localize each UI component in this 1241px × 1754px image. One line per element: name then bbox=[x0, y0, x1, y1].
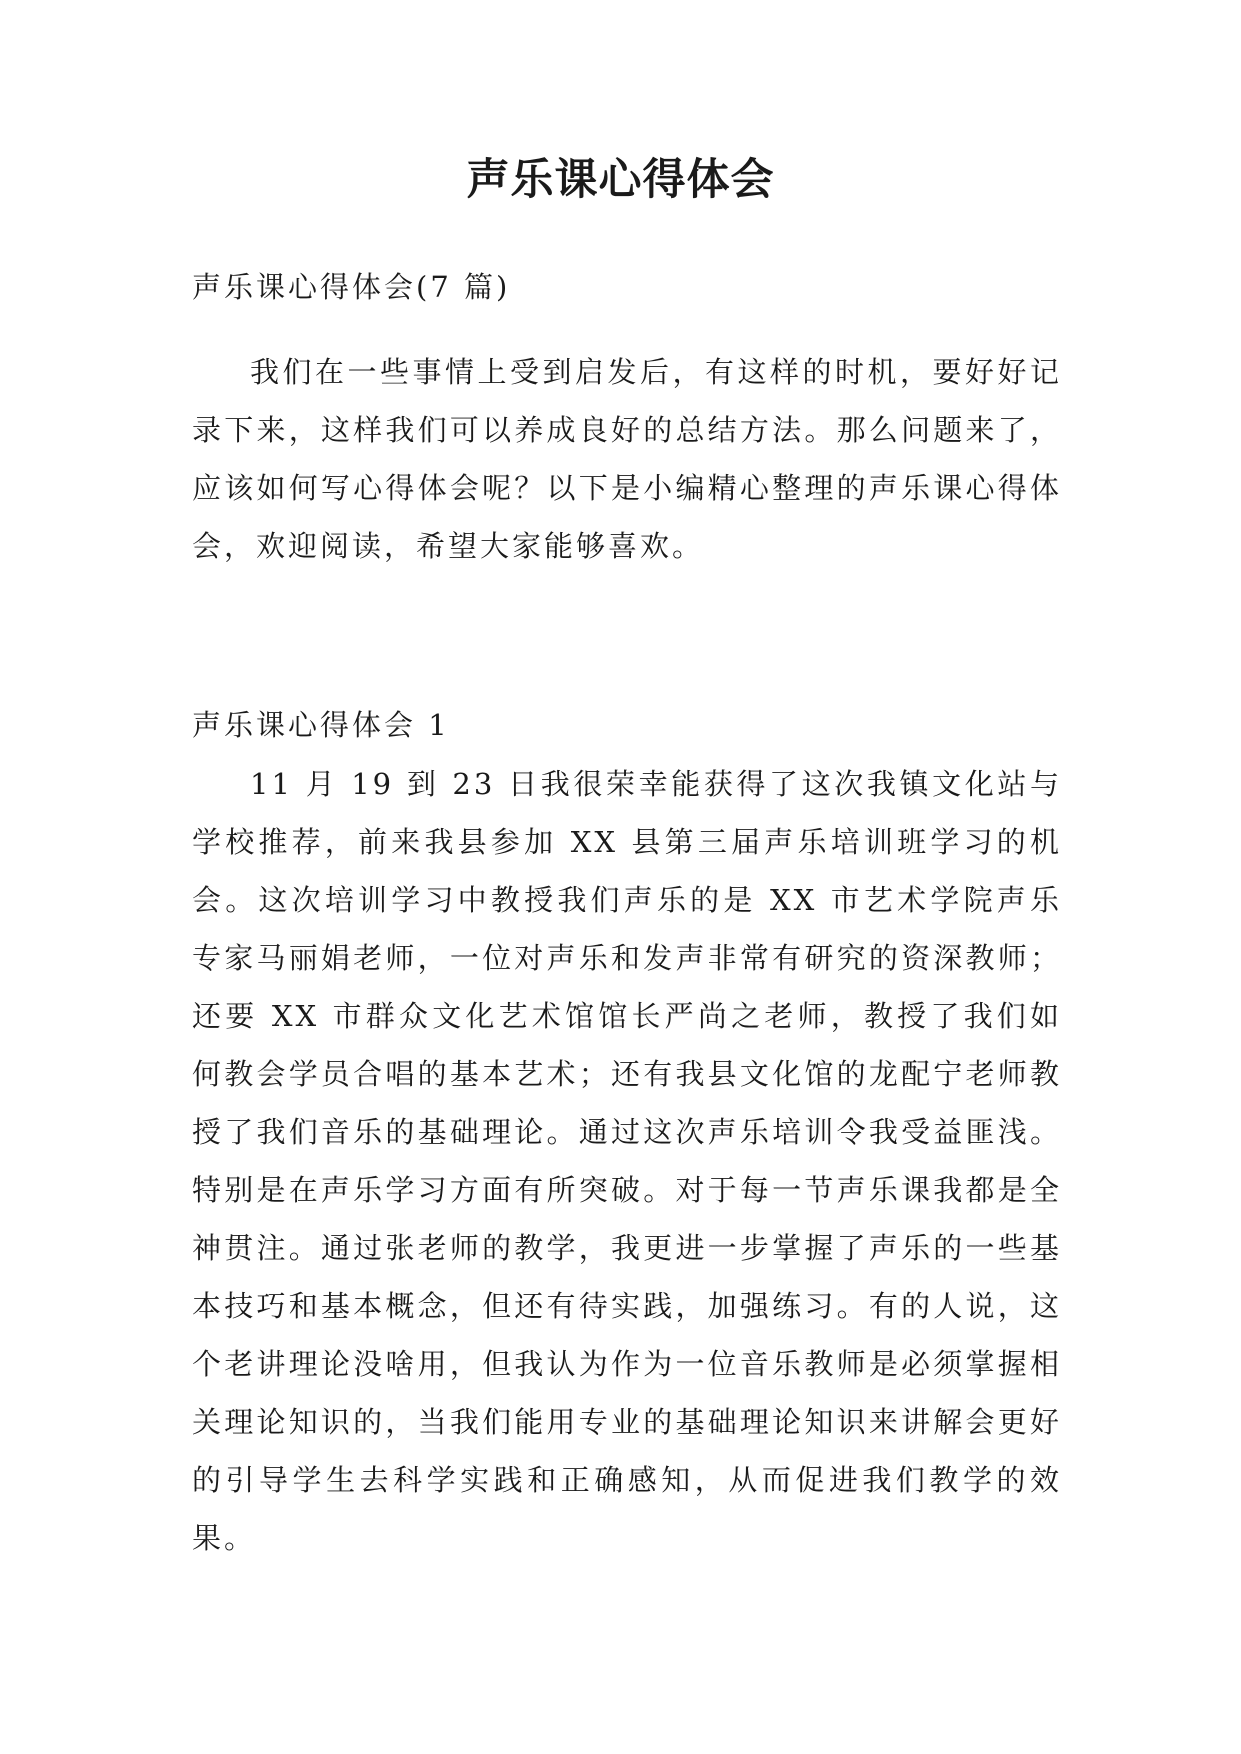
document-title: 声乐课心得体会 bbox=[466, 155, 775, 205]
section-paragraph: 11 月 19 到 23 日我很荣幸能获得了这次我镇文化站与学校推荐，前来我县参加 XX 县第三届声乐培训班学习的机会。这次培训学习中教授我们声乐的是 XX 市艺术学院声乐专家马丽娟老师，一位对声乐和发声非常有研究的资深教师；还要 XX 市群众文化艺术馆馆长严尚之老师，教授了我们如何教会学员合唱的基本艺术；还有我县文化馆的龙配宁老师教授了我们音乐的基础理论。通过这次声乐培训令我受益匪浅。特别是在声乐学习方面有所突破。对于每一节声乐课我都是全神贯注。通过张老师的教学，我更进一步掌握了声乐的一些基本技巧和基本概念，但还有待实践，加强练习。有的人说，这个老讲理论没啥用，但我认为作为一位音乐教师是必须掌握相关理论知识的，当我们能用专业的基础理论知识来讲解会更好的引导学生去科学实践和正确感知，从而促进我们教学的效果。 bbox=[192, 767, 1062, 1555]
section-heading-block bbox=[192, 696, 1062, 754]
intro-heading: 声乐课心得体会(7 篇) bbox=[192, 270, 511, 304]
section-heading: 声乐课心得体会 1 bbox=[192, 708, 450, 742]
intro-paragraph: 我们在一些事情上受到启发后，有这样的时机，要好好记录下来，这样我们可以养成良好的总结方法。那么问题来了，应该如何写心得体会呢？以下是小编精心整理的声乐课心得体会，欢迎阅读，希望大家能够喜欢。 bbox=[192, 355, 1062, 563]
intro-heading-block bbox=[192, 258, 1062, 316]
section-paragraph-block bbox=[192, 755, 1062, 1567]
intro-paragraph-block bbox=[192, 343, 1062, 575]
